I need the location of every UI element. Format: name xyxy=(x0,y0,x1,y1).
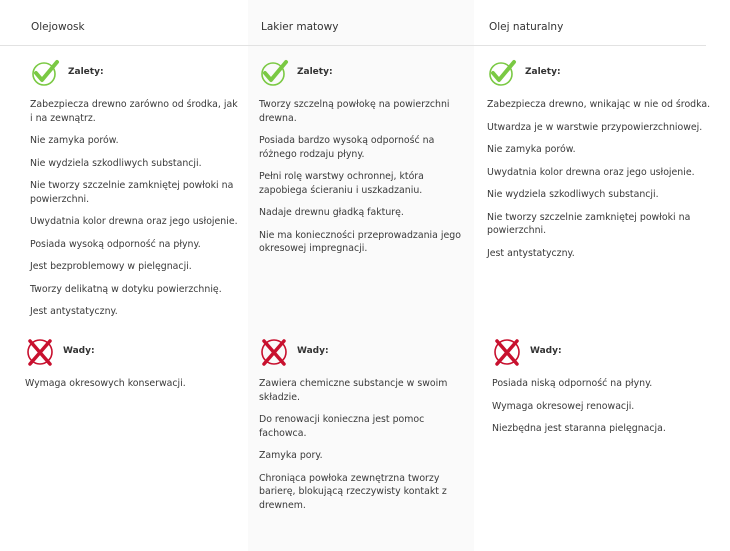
pros-list xyxy=(30,98,240,319)
cons-section xyxy=(259,337,464,521)
con-item: Do renowacji konieczna jest pomoc fachowca. xyxy=(259,414,425,439)
con-item: Niezbędna jest staranna pielęgnacja. xyxy=(492,423,666,434)
cons-label: Wady: xyxy=(530,346,562,356)
pros-label: Zalety: xyxy=(525,67,561,77)
column-olejowosk xyxy=(0,0,248,551)
cons-label: Wady: xyxy=(63,346,95,356)
column-title: Olejowosk xyxy=(31,21,85,33)
pros-section xyxy=(487,58,715,269)
pros-section xyxy=(30,58,240,328)
pro-item: Nie tworzy szczelnie zamkniętej powłoki na powierzchni. xyxy=(30,180,234,205)
column-title: Lakier matowy xyxy=(261,21,339,33)
pro-item: Pełni rolę warstwy ochronnej, która zapobiega ścieraniu i uszkadzaniu. xyxy=(259,171,424,196)
con-item: Zawiera chemiczne substancje w swoim składzie. xyxy=(259,378,448,403)
pro-item: Jest bezproblemowy w pielęgnacji. xyxy=(30,261,192,272)
pro-item: Utwardza je w warstwie przypowierzchniowej. xyxy=(487,121,703,133)
pro-item: Jest antystatyczny. xyxy=(30,306,118,317)
pros-label: Zalety: xyxy=(68,67,104,77)
cons-list xyxy=(259,377,464,512)
pro-item: Nie zamyka porów. xyxy=(487,144,576,155)
column-header xyxy=(248,0,474,46)
cross-circle-icon xyxy=(492,337,522,367)
pro-item: Tworzy szczelną powłokę na powierzchni drewna. xyxy=(259,99,450,124)
con-item: Wymaga okresowych konserwacji. xyxy=(25,378,186,389)
checkmark-icon xyxy=(487,58,517,88)
pro-item: Nadaje drewnu gładką fakturę. xyxy=(259,207,404,218)
pros-section xyxy=(259,58,464,265)
pro-item: Posiada wysoką odporność na płyny. xyxy=(30,238,201,250)
con-item: Chroniąca powłoka zewnętrzna tworzy barierę, blokującą rzeczywisty kontakt z drewnem. xyxy=(259,472,447,511)
pro-item: Tworzy delikatną w dotyku powierzchnię. xyxy=(30,283,222,295)
column-olej-naturalny xyxy=(474,0,730,551)
cross-circle-icon xyxy=(25,337,55,367)
pro-item: Zabezpiecza drewno zarówno od środka, jak i na zewnątrz. xyxy=(30,99,238,124)
cons-section xyxy=(492,337,715,445)
column-title: Olej naturalny xyxy=(489,21,564,33)
cons-list xyxy=(25,377,240,391)
cons-section xyxy=(25,337,240,400)
cons-label: Wady: xyxy=(297,346,329,356)
column-header xyxy=(0,0,248,46)
pro-item: Nie zamyka porów. xyxy=(30,135,119,146)
pro-item: Nie wydziela szkodliwych substancji. xyxy=(30,157,202,169)
pros-list xyxy=(259,98,464,256)
pro-item: Uwydatnia kolor drewna oraz jego usłojenie. xyxy=(487,166,695,178)
pro-item: Zabezpiecza drewno, wnikając w nie od środka. xyxy=(487,99,711,110)
con-item: Posiada niską odporność na płyny. xyxy=(492,378,653,389)
column-header xyxy=(474,0,706,46)
pros-label: Zalety: xyxy=(297,67,333,77)
checkmark-icon xyxy=(259,58,289,88)
column-lakier-matowy xyxy=(248,0,474,551)
pro-item: Nie wydziela szkodliwych substancji. xyxy=(487,189,659,200)
pros-list xyxy=(487,98,715,260)
cons-list xyxy=(492,377,715,436)
pro-item: Uwydatnia kolor drewna oraz jego usłojenie. xyxy=(30,216,238,227)
checkmark-icon xyxy=(30,58,60,88)
cross-circle-icon xyxy=(259,337,289,367)
con-item: Zamyka pory. xyxy=(259,450,323,461)
con-item: Wymaga okresowej renowacji. xyxy=(492,400,635,412)
pro-item: Nie ma konieczności przeprowadzania jego okresowej impregnacji. xyxy=(259,229,461,254)
pro-item: Posiada bardzo wysoką odporność na różnego rodzaju płyny. xyxy=(259,135,435,160)
pro-item: Nie tworzy szczelnie zamkniętej powłoki na powierzchni. xyxy=(487,211,691,236)
pro-item: Jest antystatyczny. xyxy=(487,247,575,259)
